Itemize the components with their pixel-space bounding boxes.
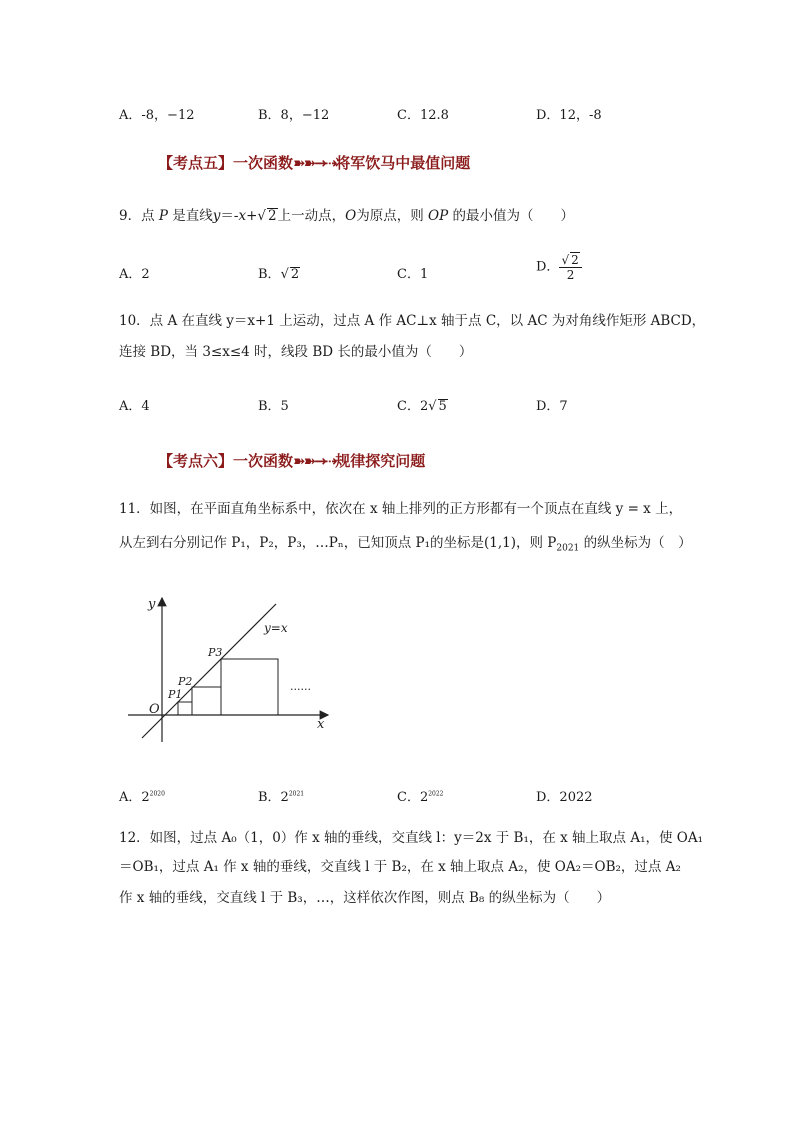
q9-option-a: A．2 — [119, 267, 150, 282]
q11-option-a: A．$2^{2020}$ — [119, 790, 165, 805]
point-p3-label: P3 — [208, 646, 223, 659]
q8-option-d: D．12，-8 — [536, 108, 602, 123]
question-12-line-1: 12．如图，过点 A₀（1，0）作 x 轴的垂线，交直线 l：y＝2x 于 B₁，在 x 轴上取点 A₁，使 OA₁ — [119, 830, 704, 846]
origin-label: O — [149, 702, 160, 717]
q10-option-c: C．2√ 5 — [397, 399, 447, 414]
section-arrows: ➽➽→⇢ — [293, 154, 336, 172]
q8-option-a: A．-8，−12 — [119, 108, 195, 123]
square-sequence-figure — [120, 590, 340, 750]
section-heading-5 — [158, 152, 470, 173]
fraction: $\frac{√ 2}{2}$ — [559, 252, 581, 282]
question-11-line-2: 从左到右分别记作 P₁，P₂，P₃，…Pₙ，已知顶点 P₁的坐标是(1,1)，则 $P_{2021}$ 的纵坐标为（ ） — [119, 535, 692, 554]
square-1 — [178, 702, 192, 715]
section-title-left: 【考点六】一次函数 — [158, 452, 294, 470]
section-arrows: ➽➽→⇢ — [293, 452, 336, 470]
question-12-line-3: 作 x 轴的垂线，交直线 l 于 B₃，…，这样依次作图，则点 B₈ 的纵坐标为（ ） — [119, 890, 611, 906]
question-10-line-1: 10．点 A 在直线 y＝x+1 上运动，过点 A 作 AC⊥x 轴于点 C，以 AC 为对角线作矩形 ABCD， — [119, 313, 706, 329]
q9-option-b: B．√ 2 — [258, 267, 300, 282]
section-title-right: 规律探究问题 — [335, 452, 426, 470]
q10-option-a: A．4 — [119, 399, 150, 414]
line-label: y=x — [264, 621, 288, 635]
y-axis-label: y — [148, 597, 156, 612]
point-p1-label: P1 — [168, 688, 183, 701]
q10-option-b: B．5 — [258, 399, 289, 414]
point-p2-label: P2 — [178, 675, 193, 688]
section-heading-6 — [158, 450, 425, 471]
question-12-line-2: ＝OB₁，过点 A₁ 作 x 轴的垂线，交直线 l 于 B₂，在 x 轴上取点 A₂，使 OA₂＝OB₂，过点 A₂ — [119, 859, 681, 875]
q11-option-c: C．$2^{2022}$ — [397, 790, 444, 805]
q11-option-d: D．2022 — [536, 790, 593, 805]
q9-option-c: C．1 — [397, 267, 429, 282]
section-title-left: 【考点五】一次函数 — [158, 154, 294, 172]
q8-option-b: B．8，−12 — [258, 108, 330, 123]
square-3 — [221, 659, 278, 715]
q11-option-b: B．$2^{2021}$ — [258, 790, 305, 805]
q8-option-c: C．12.8 — [397, 108, 449, 123]
question-10-line-2: 连接 BD，当 3≤x≤4 时，线段 BD 长的最小值为（ ） — [119, 344, 473, 360]
question-11-line-1: 11．如图，在平面直角坐标系中，依次在 x 轴上排列的正方形都有一个顶点在直线 y = x 上， — [119, 501, 683, 517]
square-2 — [192, 687, 221, 715]
question-number: 9． — [119, 208, 142, 224]
question-9: 9．点 P 是直线y＝-x+√ 2上一动点，O为原点，则 OP 的最小值为（ ） — [119, 208, 574, 224]
x-axis-label: x — [317, 717, 325, 732]
sqrt-2: 2 — [268, 208, 277, 224]
continuation-dots: ...... — [290, 680, 311, 693]
q9-option-d: D． $\frac{√ 2}{2}$ — [536, 252, 582, 282]
section-title-right: 将军饮马中最值问题 — [335, 154, 471, 172]
q10-option-d: D．7 — [536, 399, 568, 414]
